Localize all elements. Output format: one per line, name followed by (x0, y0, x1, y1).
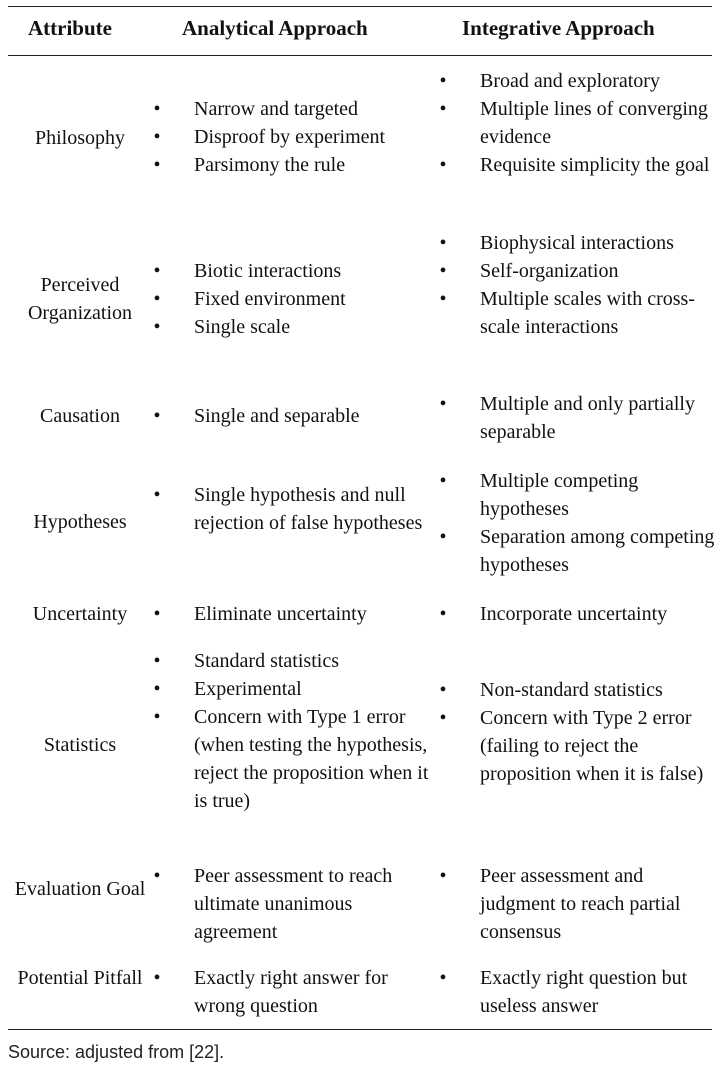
list-item: • Multiple lines of converging evidence (436, 95, 720, 151)
bullet-icon: • (439, 154, 447, 176)
bullet-icon: • (153, 967, 161, 989)
bullet-icon: • (153, 316, 161, 338)
bullet-icon: • (153, 288, 161, 310)
integrative-cell (436, 676, 720, 788)
bullet-icon: • (153, 484, 161, 506)
analytical-cell (150, 964, 440, 1020)
header-integrative-approach: Integrative Approach (462, 16, 655, 40)
integrative-cell (436, 229, 720, 341)
list-item: • Biophysical interactions (436, 229, 720, 257)
header-attribute: Attribute (28, 16, 112, 40)
list-item: • Concern with Type 2 error (failing to reject the proposition when it is false) (436, 704, 720, 788)
bullet-icon: • (153, 706, 161, 728)
analytical-cell (150, 95, 440, 179)
integrative-cell (436, 600, 720, 628)
bullet-icon: • (439, 679, 447, 701)
list-item: • Requisite simplicity the goal (436, 151, 720, 179)
source-note: Source: adjusted from [22]. (8, 1042, 225, 1062)
table-top-rule (8, 6, 712, 7)
attribute-cell: Potential Pitfall (17, 967, 143, 989)
analytical-cell (150, 600, 440, 628)
bullet-icon: • (153, 865, 161, 887)
attribute-cell: Hypotheses (33, 511, 127, 533)
integrative-cell (436, 964, 720, 1020)
list-item: • Incorporate uncertainty (436, 600, 720, 628)
analytical-cell (150, 647, 440, 815)
list-item: • Fixed environment (150, 285, 440, 313)
bullet-icon: • (439, 707, 447, 729)
bullet-icon: • (153, 126, 161, 148)
list-item: • Self-organization (436, 257, 720, 285)
bullet-icon: • (439, 288, 447, 310)
bullet-icon: • (153, 650, 161, 672)
list-item: • Eliminate uncertainty (150, 600, 440, 628)
list-item: • Multiple and only partially separable (436, 390, 720, 446)
list-item: • Narrow and targeted (150, 95, 440, 123)
bullet-icon: • (439, 603, 447, 625)
list-item: • Exactly right question but useless answer (436, 964, 720, 1020)
integrative-cell (436, 390, 720, 446)
bullet-icon: • (439, 260, 447, 282)
analytical-cell (150, 481, 440, 537)
bullet-icon: • (439, 98, 447, 120)
list-item: • Peer assessment and judgment to reach partial consensus (436, 862, 720, 946)
attribute-cell: Causation (40, 405, 120, 427)
list-item: • Single scale (150, 313, 440, 341)
integrative-cell (436, 67, 720, 179)
list-item: • Single and separable (150, 402, 440, 430)
integrative-cell (436, 862, 720, 946)
bullet-icon: • (439, 526, 447, 548)
list-item: • Parsimony the rule (150, 151, 440, 179)
header-rule (8, 55, 712, 56)
list-item: • Separation among competing hypotheses (436, 523, 720, 579)
bullet-icon: • (439, 865, 447, 887)
table-bottom-rule (8, 1029, 712, 1030)
bullet-icon: • (439, 393, 447, 415)
list-item: • Non-standard statistics (436, 676, 720, 704)
list-item: • Multiple competing hypotheses (436, 467, 720, 523)
bullet-icon: • (153, 405, 161, 427)
analytical-cell (150, 862, 440, 946)
list-item: • Exactly right answer for wrong question (150, 964, 440, 1020)
integrative-cell (436, 467, 720, 579)
bullet-icon: • (439, 70, 447, 92)
list-item: • Experimental (150, 675, 440, 703)
attribute-cell: Uncertainty (32, 603, 128, 625)
attribute-cell: Statistics (43, 734, 117, 756)
list-item: • Peer assessment to reach ultimate unanimous agreement (150, 862, 440, 946)
attribute-cell: Perceived Organization (27, 274, 133, 324)
list-item: • Multiple scales with cross-scale interactions (436, 285, 720, 341)
attribute-cell: Evaluation Goal (14, 878, 146, 900)
list-item: • Concern with Type 1 error (when testing the hypothesis, reject the proposition when it is true) (150, 703, 440, 815)
bullet-icon: • (153, 98, 161, 120)
list-item: • Single hypothesis and null rejection of false hypotheses (150, 481, 440, 537)
list-item: • Disproof by experiment (150, 123, 440, 151)
list-item: • Broad and exploratory (436, 67, 720, 95)
analytical-cell (150, 402, 440, 430)
bullet-icon: • (439, 470, 447, 492)
attribute-cell: Philosophy (34, 127, 126, 149)
bullet-icon: • (153, 154, 161, 176)
list-item: • Standard statistics (150, 647, 440, 675)
list-item: • Biotic interactions (150, 257, 440, 285)
bullet-icon: • (153, 603, 161, 625)
analytical-cell (150, 257, 440, 341)
bullet-icon: • (153, 678, 161, 700)
bullet-icon: • (439, 232, 447, 254)
bullet-icon: • (439, 967, 447, 989)
header-analytical-approach: Analytical Approach (182, 16, 368, 40)
bullet-icon: • (153, 260, 161, 282)
